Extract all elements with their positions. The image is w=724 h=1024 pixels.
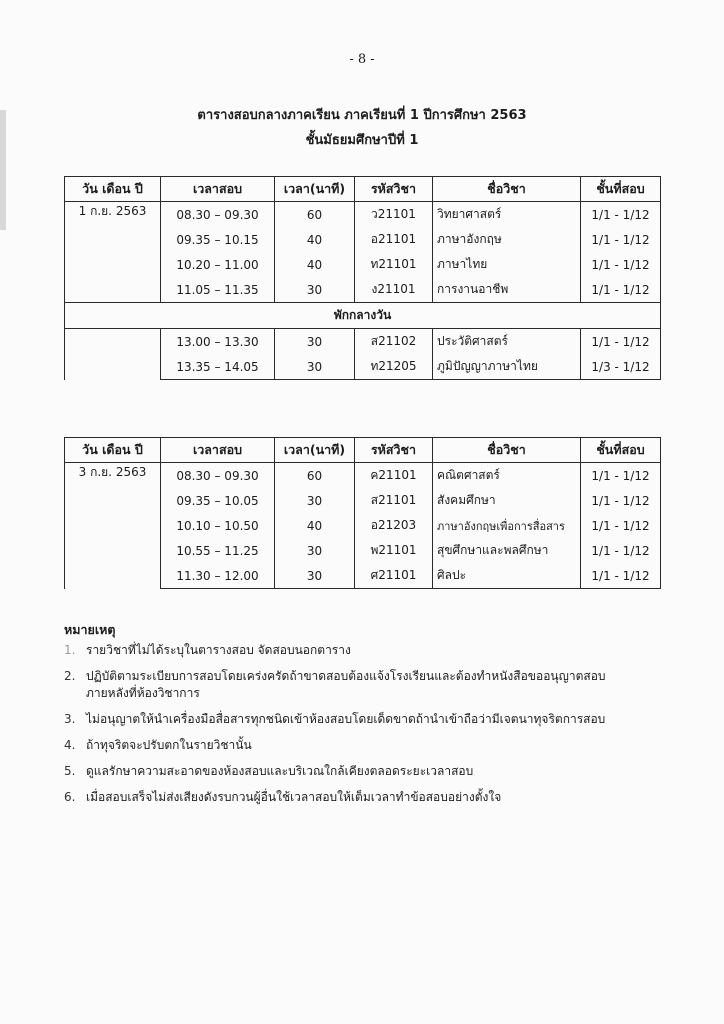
header-date: วัน เดือน ปี	[65, 177, 161, 202]
note-item	[64, 711, 684, 728]
note-item	[64, 642, 684, 659]
header-duration: เวลา(นาที)	[275, 438, 355, 463]
note-text: เมื่อสอบเสร็จไม่ส่งเสียงดังรบกวนผู้อื่นใช้เวลาสอบให้เต็มเวลาทำข้อสอบอย่างตั้งใจ	[86, 790, 502, 804]
table-row	[65, 463, 661, 489]
note-text: ไม่อนุญาตให้นำเครื่องมือสื่อสารทุกชนิดเข้าห้องสอบโดยเด็ดขาดถ้านำเข้าถือว่ามีเจตนาทุจริตการสอบ	[86, 712, 606, 726]
lunch-break-label: พักกลางวัน	[65, 303, 661, 329]
exam-duration: 30	[275, 354, 355, 380]
table-row	[65, 329, 661, 355]
note-text: ปฏิบัติตามระเบียบการสอบโดยเคร่งครัดถ้าขาดสอบต้องแจ้งโรงเรียนและต้องทำหนังสือขออนุญาตสอบ	[86, 669, 606, 683]
subject-code: ท21101	[355, 252, 433, 277]
document-subtitle: ชั้นมัธยมศึกษาปีที่ 1	[305, 133, 419, 148]
subject-code: ค21101	[355, 463, 433, 489]
note-item	[64, 789, 684, 806]
exam-time: 11.05 – 11.35	[161, 277, 275, 303]
subject-code: พ21101	[355, 538, 433, 563]
exam-time: 08.30 – 09.30	[161, 463, 275, 489]
lunch-break-row	[65, 303, 661, 329]
notes-heading: หมายเหตุ	[64, 622, 116, 637]
exam-schedule-table-day-2	[64, 437, 661, 589]
exam-classes: 1/1 - 1/12	[581, 202, 661, 228]
table-header-row	[65, 438, 661, 463]
header-code: รหัสวิชา	[355, 177, 433, 202]
note-text: ดูแลรักษาความสะอาดของห้องสอบและบริเวณใกล้เคียงตลอดระยะเวลาสอบ	[86, 764, 474, 778]
exam-duration: 40	[275, 252, 355, 277]
note-text-continuation: ภายหลังที่ห้องวิชาการ	[86, 686, 200, 700]
exam-date-empty	[65, 329, 161, 380]
subject-name: ภาษาอังกฤษเพื่อการสื่อสาร	[433, 513, 581, 538]
subject-name: สุขศึกษาและพลศึกษา	[433, 538, 581, 563]
exam-duration: 30	[275, 329, 355, 355]
exam-classes: 1/1 - 1/12	[581, 329, 661, 355]
exam-classes: 1/1 - 1/12	[581, 538, 661, 563]
exam-classes: 1/1 - 1/12	[581, 277, 661, 303]
subject-code: ส21101	[355, 488, 433, 513]
subject-name: ภาษาอังกฤษ	[433, 227, 581, 252]
header-room: ชั้นที่สอบ	[581, 177, 661, 202]
exam-time: 09.35 – 10.15	[161, 227, 275, 252]
note-item	[64, 668, 684, 702]
exam-duration: 30	[275, 563, 355, 589]
subject-code: อ21203	[355, 513, 433, 538]
subject-name: การงานอาชีพ	[433, 277, 581, 303]
subject-code: ท21205	[355, 354, 433, 380]
exam-duration: 60	[275, 463, 355, 489]
subject-code: ส21102	[355, 329, 433, 355]
exam-classes: 1/1 - 1/12	[581, 563, 661, 589]
exam-duration: 30	[275, 538, 355, 563]
note-number: 5.	[64, 764, 76, 778]
exam-time: 10.20 – 11.00	[161, 252, 275, 277]
note-number: 4.	[64, 738, 76, 752]
exam-time: 10.55 – 11.25	[161, 538, 275, 563]
exam-classes: 1/3 - 1/12	[581, 354, 661, 380]
subject-code: ว21101	[355, 202, 433, 228]
exam-time: 08.30 – 09.30	[161, 202, 275, 228]
header-duration: เวลา(นาที)	[275, 177, 355, 202]
subject-code: อ21101	[355, 227, 433, 252]
exam-duration: 40	[275, 513, 355, 538]
note-number: 1.	[64, 643, 76, 657]
header-code: รหัสวิชา	[355, 438, 433, 463]
note-number: 2.	[64, 669, 76, 683]
subject-name: ภาษาไทย	[433, 252, 581, 277]
exam-time: 13.35 – 14.05	[161, 354, 275, 380]
subject-code: ง21101	[355, 277, 433, 303]
exam-duration: 30	[275, 277, 355, 303]
exam-time: 09.35 – 10.05	[161, 488, 275, 513]
subject-name: คณิตศาสตร์	[433, 463, 581, 489]
exam-classes: 1/1 - 1/12	[581, 463, 661, 489]
exam-classes: 1/1 - 1/12	[581, 513, 661, 538]
notes-list	[64, 642, 684, 815]
subject-name: สังคมศึกษา	[433, 488, 581, 513]
note-number: 3.	[64, 712, 76, 726]
page-number: - 8 -	[349, 52, 375, 67]
scan-edge-shadow	[0, 110, 6, 230]
header-room: ชั้นที่สอบ	[581, 438, 661, 463]
exam-classes: 1/1 - 1/12	[581, 252, 661, 277]
note-text: รายวิชาที่ไม่ได้ระบุในตารางสอบ จัดสอบนอกตาราง	[86, 643, 351, 657]
header-subject: ชื่อวิชา	[433, 438, 581, 463]
header-time: เวลาสอบ	[161, 438, 275, 463]
note-item	[64, 763, 684, 780]
exam-classes: 1/1 - 1/12	[581, 227, 661, 252]
table-header-row	[65, 177, 661, 202]
subject-name: ภูมิปัญญาภาษาไทย	[433, 354, 581, 380]
header-subject: ชื่อวิชา	[433, 177, 581, 202]
exam-date: 1 ก.ย. 2563	[65, 202, 161, 303]
exam-time: 13.00 – 13.30	[161, 329, 275, 355]
exam-duration: 60	[275, 202, 355, 228]
subject-code: ศ21101	[355, 563, 433, 589]
exam-time: 11.30 – 12.00	[161, 563, 275, 589]
exam-date: 3 ก.ย. 2563	[65, 463, 161, 589]
subject-name: ประวัติศาสตร์	[433, 329, 581, 355]
document-title: ตารางสอบกลางภาคเรียน ภาคเรียนที่ 1 ปีการศึกษา 2563	[197, 108, 527, 123]
note-text: ถ้าทุจริตจะปรับตกในรายวิชานั้น	[86, 738, 252, 752]
subject-name: ศิลปะ	[433, 563, 581, 589]
note-text-block	[86, 668, 684, 702]
header-date: วัน เดือน ปี	[65, 438, 161, 463]
note-number: 6.	[64, 790, 76, 804]
exam-duration: 40	[275, 227, 355, 252]
exam-classes: 1/1 - 1/12	[581, 488, 661, 513]
header-time: เวลาสอบ	[161, 177, 275, 202]
subject-name: วิทยาศาสตร์	[433, 202, 581, 228]
exam-time: 10.10 – 10.50	[161, 513, 275, 538]
exam-schedule-table-day-1	[64, 176, 661, 380]
table-row	[65, 202, 661, 228]
note-item	[64, 737, 684, 754]
exam-duration: 30	[275, 488, 355, 513]
